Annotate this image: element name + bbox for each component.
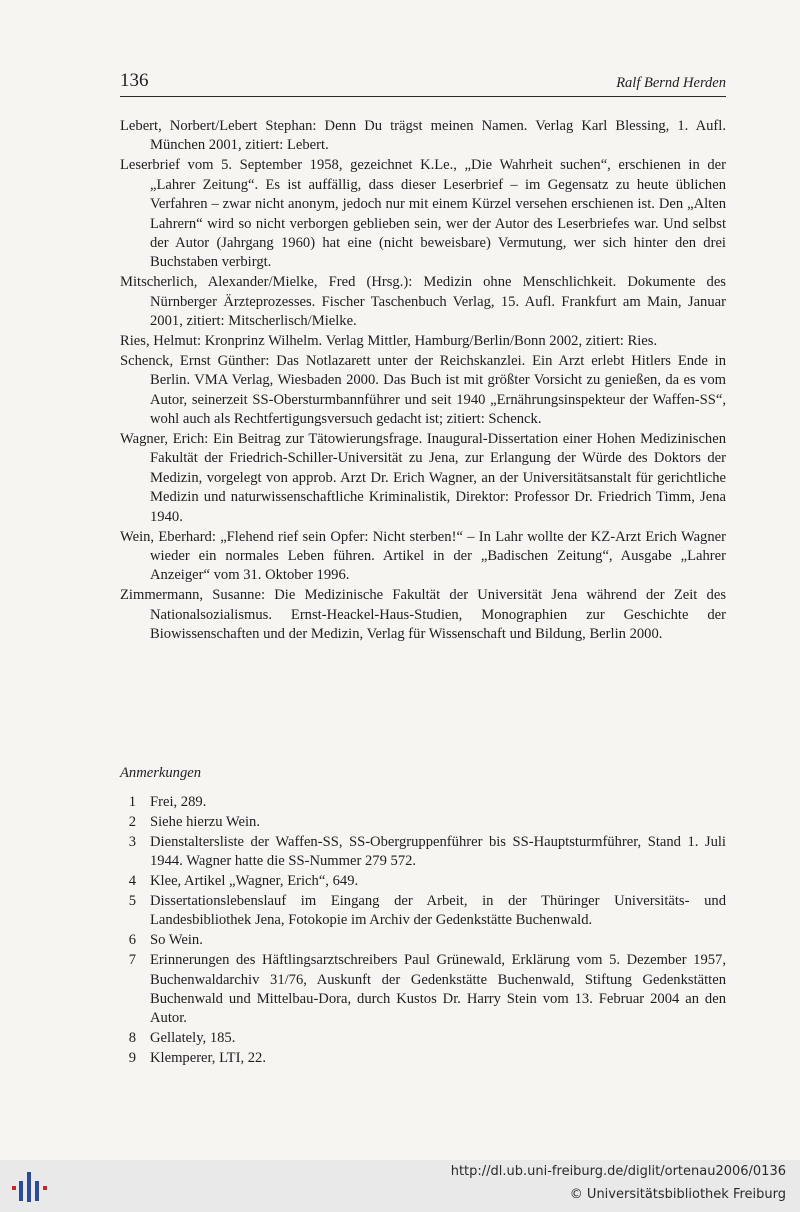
endnote xyxy=(120,1049,726,1068)
endnote xyxy=(120,892,726,931)
endnote-number: 1 xyxy=(128,794,136,810)
bibliography-entry: Leserbrief vom 5. September 1958, gezeichnet K.Le., „Die Wahrheit suchen“, erschienen in der „Lahrer Zeitung“. Es ist auffällig, dass dieser Leserbrief – im Gegensatz zu heute üblichen Verfahren – zwar nicht anonym, jedoch nur mit einem Kürzel versehen erschienen ist. Den „Alten Lahrern“ wird so nicht verborgen geblieben sein, wer der Autor des Leserbriefes war. Und selbst der Autor (Jahrgang 1960) hat eine (nicht beweisbare) Vermutung, wer sich hinter den drei Buchstaben verbirgt. xyxy=(120,157,726,271)
endnote-number: 4 xyxy=(128,873,136,890)
bibliography-entry: Mitscherlich, Alexander/Mielke, Fred (Hrsg.): Medizin ohne Menschlichkeit. Dokumente des Nürnberger Ärzteprozesses. Fischer Taschenbuch Verlag, 15. Aufl. Frankfurt am Main, Januar 2001, zitiert: Mitscherlisch/Mielke. xyxy=(120,274,726,330)
endnote-text: Dissertationslebenslauf im Eingang der Arbeit, in der Thüringer Universitäts- und Landesbibliothek Jena, Fotokopie im Archiv der Gedenkstätte Buchenwald. xyxy=(150,893,726,929)
logo-blue-bar-icon xyxy=(19,1181,23,1201)
endnote xyxy=(120,793,726,812)
endnote-text: Frei, 289. xyxy=(150,794,207,810)
endnote xyxy=(120,1029,726,1048)
endnote-number: 3 xyxy=(128,833,136,850)
bibliography-entry: Zimmermann, Susanne: Die Medizinische Fakultät der Universität Jena während der Zeit des Nationalsozialismus. Ernst-Heackel-Haus-Studien, Monographien zur Geschichte der Biowissenschaften und der Medizin, Verlag für Wissenschaft und Bildung, Berlin 2000. xyxy=(120,587,726,643)
bibliography-list xyxy=(120,117,726,645)
endnote-number: 9 xyxy=(128,1050,136,1067)
logo-blue-bar-icon xyxy=(27,1172,31,1202)
endnote xyxy=(120,813,726,832)
source-url-link[interactable]: http://dl.ub.uni-freiburg.de/diglit/ortenau2006/0136 xyxy=(450,1164,786,1179)
endnote-text: So Wein. xyxy=(150,932,203,949)
endnote xyxy=(120,833,726,872)
bibliography-entry: Wein, Eberhard: „Flehend rief sein Opfer: Nicht sterben!“ – In Lahr wollte der KZ-Arzt Erich Wagner wieder ein normales Leben führen. Artikel in der „Badischen Zeitung“, Ausgabe „Lahrer Anzeiger“ vom 31. Oktober 1996. xyxy=(120,528,726,584)
logo-blue-bar-icon xyxy=(35,1181,39,1201)
page-number: 136 xyxy=(120,70,149,91)
logo-red-square-icon xyxy=(12,1186,16,1190)
running-head xyxy=(120,72,726,97)
endnote-text: Siehe hierzu Wein. xyxy=(150,813,261,830)
bibliography-entry: Schenck, Ernst Günther: Das Notlazarett unter der Reichskanzlei. Ein Arzt erlebt Hitlers Ende in Berlin. VMA Verlag, Wiesbaden 2000. Das Buch ist mit größter Vorsicht zu genießen, da es vom Autor, seinerzeit SS-Obersturmbannführer und seit 1940 „Ernährungsinspekteur der Waffen-SS“, wohl auch als Rechtfertigungsversuch gedacht ist; zitiert: Schenck. xyxy=(120,352,726,428)
notes-heading: Anmerkungen xyxy=(120,765,202,781)
endnote-text: Dienstaltersliste der Waffen-SS, SS-Obergruppenführer bis SS-Hauptsturmführer, Stand 1. Juli 1944. Wagner hatte die SS-Nummer 279 572. xyxy=(150,833,726,870)
endnote-number: 8 xyxy=(128,1030,136,1047)
endnote-text: Klee, Artikel „Wagner, Erich“, 649. xyxy=(150,873,359,890)
endnote-text: Klemperer, LTI, 22. xyxy=(150,1050,266,1067)
endnote xyxy=(120,951,726,1029)
endnote-number: 7 xyxy=(128,952,136,969)
endnote-text: Erinnerungen des Häftlingsarztschreibers Paul Grünewald, Erklärung vom 5. Dezember 1957, Buchenwaldarchiv 31/76, Auskunft der Gedenkstätte Buchenwald, Stiftung Gedenkstätten Buchenwald und Mittelbau-Dora, durch Kustos Dr. Harry Stein vom 13. Februar 2004 an den Autor. xyxy=(150,952,726,1027)
running-author: Ralf Bernd Herden xyxy=(616,75,726,91)
copyright-notice: © Universitätsbibliothek Freiburg xyxy=(569,1187,786,1202)
bibliography-entry: Ries, Helmut: Kronprinz Wilhelm. Verlag Mittler, Hamburg/Berlin/Bonn 2002, zitiert: Ries. xyxy=(120,332,658,349)
endnote-text: Gellately, 185. xyxy=(150,1030,236,1047)
endnotes-list xyxy=(120,793,726,1069)
endnote xyxy=(120,872,726,891)
bibliography-entry: Wagner, Erich: Ein Beitrag zur Tätowierungsfrage. Inaugural-Dissertation einer Hohen Medizinischen Fakultät der Friedrich-Schiller-Universität zu Jena, zur Erlangung der Würde des Doktors der Medizin, vorgelegt von approb. Arzt Dr. Erich Wagner, an der Universitätsanstalt für gerichtliche Medizin und naturwissenschaftliche Kriminalistik, Direktor: Professor Dr. Friedrich Timm, Jena 1940. xyxy=(120,431,726,525)
endnote-number: 6 xyxy=(128,932,136,949)
ub-freiburg-logo-icon[interactable] xyxy=(10,1169,50,1205)
endnote-number: 5 xyxy=(128,893,136,910)
endnote xyxy=(120,931,726,950)
bibliography-entry: Lebert, Norbert/Lebert Stephan: Denn Du trägst meinen Namen. Verlag Karl Blessing, 1. Aufl. München 2001, zitiert: Lebert. xyxy=(120,118,726,154)
endnote-number: 2 xyxy=(128,813,136,830)
viewer-footer xyxy=(0,1160,800,1212)
logo-red-square-icon xyxy=(43,1186,47,1190)
